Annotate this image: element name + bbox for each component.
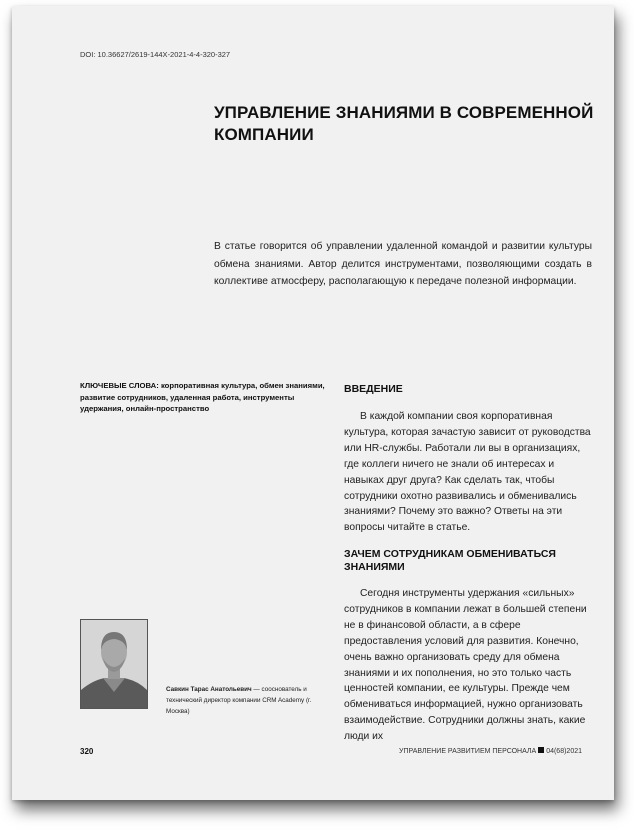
author-info bbox=[166, 684, 336, 717]
keywords-label: КЛЮЧЕВЫЕ СЛОВА: bbox=[80, 381, 159, 390]
article-title bbox=[214, 102, 594, 146]
page-number: 320 bbox=[80, 747, 94, 756]
author-portrait-image bbox=[81, 620, 147, 708]
journal-page bbox=[12, 6, 614, 800]
doi: DOI: 10.36627/2619-144X-2021-4-4-320-327 bbox=[80, 50, 231, 59]
section-body-knowledge bbox=[344, 586, 594, 745]
author-name: Савкин Тарас Анатольевич bbox=[166, 686, 252, 693]
footer-journal bbox=[399, 747, 582, 755]
section-paragraph: Сегодня инструменты удержания «сильных» сотрудников в компании лежат в большей степени не в финансовой области, а в сфере предоставления условий для развития. Конечно, очень важно организовать среду для обмена знаниями и их пополнения, но это только часть ценностей компании, ее культуры. Прежде чем обмениваться информацией, нужно организовать взаимодействие. Сотрудники должны знать, какие люди их bbox=[344, 588, 587, 743]
journal-name: УПРАВЛЕНИЕ РАЗВИТИЕМ ПЕРСОНАЛА bbox=[399, 748, 537, 755]
abstract: В статье говорится об управлении удаленной командой и развитии культуры обмена знаниями. Автор делится инструментами, позволяющими создать в коллективе атмосферу, располагающую к передаче полезной информации. bbox=[214, 241, 592, 287]
keywords-value: корпоративная культура, обмен знаниями, развитие сотрудников, удаленная работа, инструменты удержания, онлайн-пространство bbox=[80, 381, 325, 413]
title-line-1: УПРАВЛЕНИЕ ЗНАНИЯМИ В СОВРЕМЕННОЙ bbox=[214, 103, 594, 122]
section-heading-intro: ВВЕДЕНИЕ bbox=[344, 383, 403, 395]
square-separator-icon bbox=[538, 747, 544, 753]
section-paragraph: В каждой компании своя корпоративная культура, которая зачастую зависит от руководства или HR-службы. Работали ли вы в организациях, где коллеги ничего не знали об интересах и навыках друг друга? Как сделать так, чтобы сотрудники охотно развивались и обменивались знаниями? Почему это важно? Ответы на эти вопросы читайте в статье. bbox=[344, 411, 591, 534]
section-body-intro bbox=[344, 409, 594, 536]
keywords bbox=[80, 380, 328, 415]
title-line-2: КОМПАНИИ bbox=[214, 125, 314, 144]
section-heading-knowledge: ЗАЧЕМ СОТРУДНИКАМ ОБМЕНИВАТЬСЯ ЗНАНИЯМИ bbox=[344, 548, 556, 573]
author-role: — сооснователь и технический директор компании CRM Academy (г. Москва) bbox=[166, 686, 312, 715]
journal-issue: 04(68)2021 bbox=[546, 748, 582, 755]
author-photo bbox=[80, 619, 148, 709]
